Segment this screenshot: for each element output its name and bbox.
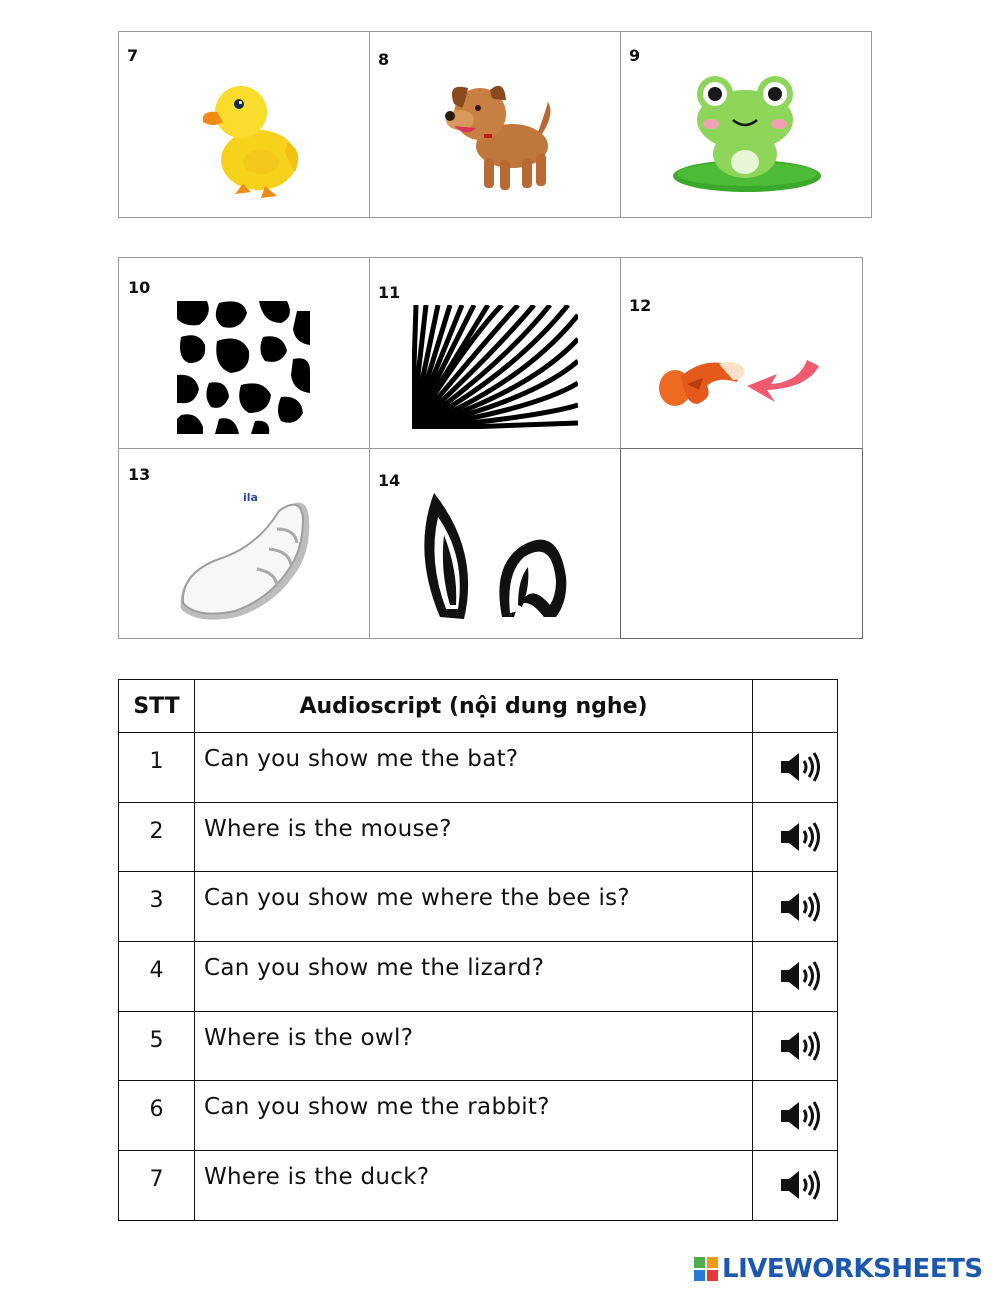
header-stt: STT <box>119 680 195 733</box>
table-row <box>119 733 838 803</box>
picture-cell-11 <box>369 257 621 449</box>
row-audio-cell <box>753 1151 838 1221</box>
wing-logo-text: ila <box>243 491 258 504</box>
dog-icon <box>440 74 560 199</box>
speaker-icon[interactable] <box>779 959 821 993</box>
header-audio <box>753 680 838 733</box>
wing-icon <box>177 489 312 624</box>
picture-number: 9 <box>629 46 641 65</box>
row-audioscript-text: Where is the owl? <box>195 1011 753 1081</box>
picture-cell-empty <box>620 448 863 639</box>
row-audioscript-text: Where is the duck? <box>195 1151 753 1221</box>
row-number: 3 <box>119 872 195 942</box>
liveworksheets-logo <box>694 1254 983 1284</box>
row-audio-cell <box>753 802 838 872</box>
fox-tail-icon <box>657 354 827 414</box>
row-audioscript-text: Can you show me the bat? <box>195 733 753 803</box>
speaker-icon[interactable] <box>779 1099 821 1133</box>
duck-icon <box>199 72 309 202</box>
brand-name: LIVEWORKSHEETS <box>722 1254 983 1284</box>
picture-cell-10 <box>118 257 370 449</box>
table-row <box>119 942 838 1012</box>
picture-number: 12 <box>629 296 652 315</box>
row-audio-cell <box>753 942 838 1012</box>
row-audio-cell <box>753 872 838 942</box>
picture-cell-7 <box>118 31 370 218</box>
frog-icon <box>671 72 821 197</box>
row-audio-cell <box>753 1011 838 1081</box>
liveworksheets-logo-icon <box>694 1257 718 1281</box>
row-number: 7 <box>119 1151 195 1221</box>
row-audioscript-text: Can you show me the lizard? <box>195 942 753 1012</box>
speaker-icon[interactable] <box>779 890 821 924</box>
table-row <box>119 872 838 942</box>
row-audioscript-text: Can you show me where the bee is? <box>195 872 753 942</box>
picture-number: 14 <box>378 471 401 490</box>
picture-number: 8 <box>378 50 390 69</box>
picture-cell-8 <box>369 31 621 218</box>
speaker-icon[interactable] <box>779 1029 821 1063</box>
speaker-icon[interactable] <box>779 820 821 854</box>
rabbit-ears-icon <box>418 491 578 626</box>
picture-number: 13 <box>128 465 151 484</box>
picture-cell-9 <box>620 31 872 218</box>
picture-cell-12 <box>620 257 863 449</box>
row-audio-cell <box>753 733 838 803</box>
row-number: 5 <box>119 1011 195 1081</box>
header-audioscript: Audioscript (nội dung nghe) <box>195 680 753 733</box>
row-number: 1 <box>119 733 195 803</box>
row-audioscript-text: Can you show me the rabbit? <box>195 1081 753 1151</box>
picture-number: 10 <box>128 278 151 297</box>
table-header-row <box>119 680 838 733</box>
picture-number: 11 <box>378 283 401 302</box>
row-number: 4 <box>119 942 195 1012</box>
table-row <box>119 1011 838 1081</box>
zebra-stripes-icon <box>412 305 578 429</box>
picture-number: 7 <box>127 46 139 65</box>
cow-spots-icon <box>177 301 310 434</box>
row-audio-cell <box>753 1081 838 1151</box>
table-row <box>119 802 838 872</box>
picture-cell-13 <box>118 448 370 639</box>
speaker-icon[interactable] <box>779 750 821 784</box>
table-row <box>119 1151 838 1221</box>
speaker-icon[interactable] <box>779 1168 821 1202</box>
picture-cell-14 <box>369 448 621 639</box>
row-number: 6 <box>119 1081 195 1151</box>
row-audioscript-text: Where is the mouse? <box>195 802 753 872</box>
table-row <box>119 1081 838 1151</box>
row-number: 2 <box>119 802 195 872</box>
audioscript-table <box>118 679 838 1221</box>
